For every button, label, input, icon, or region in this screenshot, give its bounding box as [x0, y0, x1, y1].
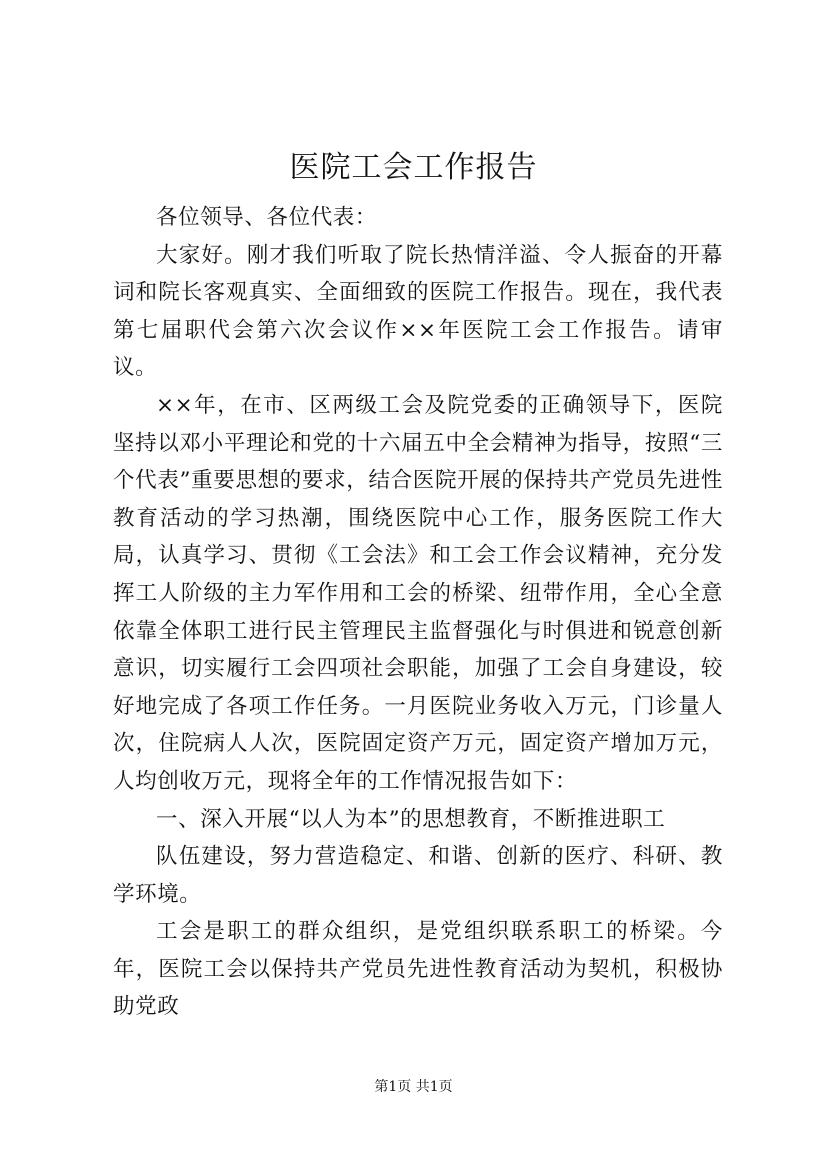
document-body — [113, 199, 723, 1026]
page-footer: 第1页 共1页 — [374, 1079, 453, 1095]
section-heading-1: 一、深入开展“以人为本”的思想教育，不断推进职工 — [156, 806, 666, 832]
paragraph-salutation: 各位领导、各位代表： — [156, 205, 378, 230]
paragraph-union-role: 工会是职工的群众组织，是党组织联系职工的桥梁。今年，医院工会以保持共产党员先进性教育活动为契机，积极协助党政 — [113, 919, 723, 1020]
section-heading-1-continued: 队伍建设，努力营造稳定、和谐、创新的医疗、科研、教学环境。 — [113, 844, 723, 907]
paragraph-opening: 大家好。刚才我们听取了院长热情洋溢、令人振奋的开幕词和院长客观真实、全面细致的医院工作报告。现在，我代表第七届职代会第六次会议作××年医院工会工作报告。请审议。 — [113, 242, 723, 381]
paragraph-overview: ××年，在市、区两级工会及院党委的正确领导下，医院坚持以邓小平理论和党的十六届五中全会精神为指导，按照“三个代表”重要思想的要求，结合医院开展的保持共产党员先进性教育活动的学习热潮，围绕医院中心工作，服务医院工作大局，认真学习、贯彻《工会法》和工会工作会议精神，充分发挥工人阶级的主力军作用和工会的桥梁、纽带作用，全心全意依靠全体职工进行民主管理民主监督强化与时俱进和锐意创新意识，切实履行工会四项社会职能，加强了工会自身建设，较好地完成了各项工作任务。一月医院业务收入万元，门诊量人次，住院病人人次，医院固定资产万元，固定资产增加万元，人均创收万元，现将全年的工作情况报告如下： — [113, 392, 723, 794]
document-title: 医院工会工作报告 — [289, 150, 538, 185]
